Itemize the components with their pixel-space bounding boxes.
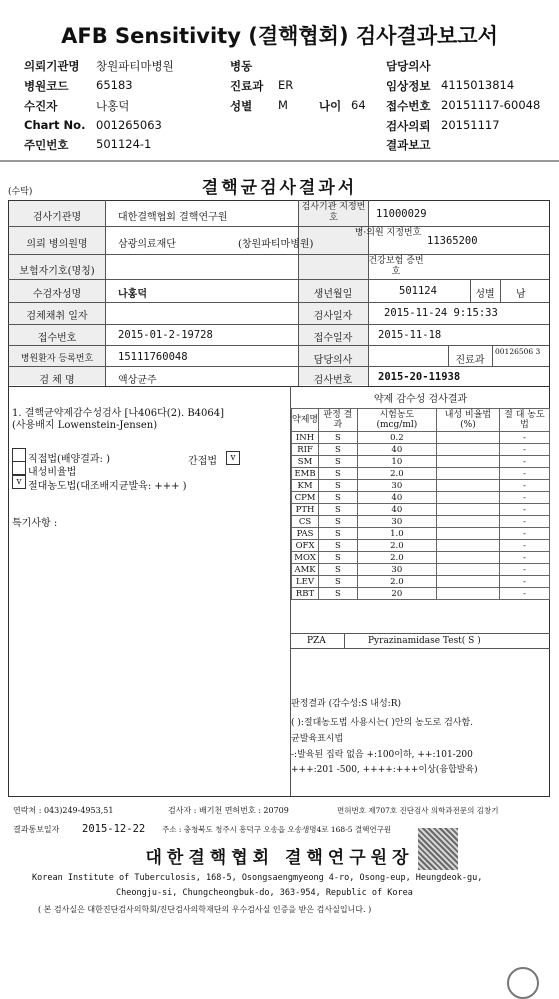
recv-date-value: 2015-11-18 xyxy=(378,329,442,341)
table-cell: PTH xyxy=(292,504,319,516)
table-cell: 40 xyxy=(357,504,436,516)
table-cell: S xyxy=(319,492,358,504)
table-cell: - xyxy=(499,516,549,528)
direct-checkbox xyxy=(12,448,26,462)
table-header-cell: 절 대 농도법 xyxy=(499,409,549,432)
direct-label: 직접법(배양결과: ) xyxy=(28,454,110,465)
table-cell: CPM xyxy=(292,492,319,504)
table-cell: RBT xyxy=(292,588,319,600)
result-sheet xyxy=(4,168,555,930)
table-cell xyxy=(437,516,500,528)
test-date-value: 2015-11-24 9:15:33 xyxy=(384,307,498,319)
table-cell: 2.0 xyxy=(357,552,436,564)
table-cell xyxy=(437,528,500,540)
age-value: 64 xyxy=(351,98,366,112)
doctor-label-sheet: 담당의사 xyxy=(313,355,353,366)
table-cell: - xyxy=(499,504,549,516)
age-label: 나이 xyxy=(319,99,342,113)
table-cell: - xyxy=(499,432,549,444)
legend-1: 판정결과 (감수성:S 내성:R) xyxy=(291,699,401,709)
test-date-label: 검사일자 xyxy=(313,311,353,322)
table-row xyxy=(292,540,550,552)
table-cell: S xyxy=(319,528,358,540)
patient-name-value: 나홍덕 xyxy=(118,289,147,300)
recv-no-label: 접수번호 xyxy=(37,333,77,344)
patient-label: 수진자 xyxy=(24,99,58,113)
table-header-cell: 시험농도 (mcg/ml) xyxy=(357,409,436,432)
table-cell: - xyxy=(499,492,549,504)
org-en-2: Cheongju-si, Chungcheongbuk-do, 363-954, Republic of Korea xyxy=(116,888,413,898)
test-line2: (사용배지 Lowenstein-Jensen) xyxy=(12,420,158,431)
notify-label: 결과통보일자 xyxy=(13,825,60,834)
table-cell: - xyxy=(499,588,549,600)
table-cell: S xyxy=(319,588,358,600)
org-name: 대한결핵협회 결핵연구원장 xyxy=(145,848,414,868)
table-cell: EMB xyxy=(292,468,319,480)
sex-value-sheet: 남 xyxy=(516,289,526,300)
table-row xyxy=(292,456,550,468)
birth-value: 501124 xyxy=(399,285,437,297)
reg-no-label: 병원환자 등록번호 xyxy=(20,354,94,364)
table-row xyxy=(292,432,550,444)
table-cell: S xyxy=(319,504,358,516)
table-row xyxy=(292,564,550,576)
hospital-label: 의뢰기관명 xyxy=(24,59,80,73)
specimen-label: 검 체 명 xyxy=(39,375,75,386)
certification: ( 본 검사실은 대한진단검사의학회/진단검사의학재단의 우수검사실 인증을 받은 검사실입니다. ) xyxy=(38,905,372,914)
table-cell: - xyxy=(499,456,549,468)
hospital-code-label: 병원코드 xyxy=(24,79,69,93)
indirect-checkbox: v xyxy=(226,451,240,465)
ward-label: 병동 xyxy=(230,59,253,73)
table-cell: S xyxy=(319,432,358,444)
absolute-checkbox: v xyxy=(12,475,26,489)
table-cell: 2.0 xyxy=(357,468,436,480)
table-cell: - xyxy=(499,528,549,540)
table-header-cell: 약제명 xyxy=(292,409,319,432)
chart-no-value: 001265063 xyxy=(96,118,162,132)
table-row xyxy=(292,444,550,456)
table-cell: 1.0 xyxy=(357,528,436,540)
table-row xyxy=(292,480,550,492)
table-cell: S xyxy=(319,444,358,456)
report-label: 결과보고 xyxy=(386,138,431,152)
table-cell: PAS xyxy=(292,528,319,540)
sensitivity-table xyxy=(291,408,550,600)
table-cell: MOX xyxy=(292,552,319,564)
contact: 연락처 : 043)249-4953,51 xyxy=(13,806,114,815)
reg-no-value: 15111760048 xyxy=(118,351,188,363)
license: 면허번호 제707호 진단검사 의학과전문의 김창기 xyxy=(337,806,499,815)
inst-value: 대한결핵협회 결핵연구원 xyxy=(118,212,228,223)
recv-no-value: 2015-01-2-19728 xyxy=(118,329,213,341)
table-cell: 10 xyxy=(357,456,436,468)
table-cell: SM xyxy=(292,456,319,468)
req-sub: (창원파티마병원) xyxy=(238,239,314,250)
table-row xyxy=(292,528,550,540)
test-no-label: 검사번호 xyxy=(313,375,353,386)
table-cell: - xyxy=(499,480,549,492)
insured-label: 보험자기호(명칭) xyxy=(19,266,95,277)
table-cell: S xyxy=(319,480,358,492)
table-row xyxy=(292,516,550,528)
table-cell: S xyxy=(319,540,358,552)
table-cell: - xyxy=(499,576,549,588)
specimen-value: 액상균주 xyxy=(118,375,157,386)
legend-2: ( ):절대농도법 사용시는( )안의 농도로 검사함. xyxy=(291,718,474,728)
notify-value: 2015-12-22 xyxy=(82,823,146,835)
table-cell xyxy=(437,564,500,576)
clinical-info-label: 임상정보 xyxy=(386,79,431,93)
receipt-no-value: 20151117-60048 xyxy=(441,98,541,112)
table-title: 약제 감수성 검사결과 xyxy=(373,394,468,405)
table-row xyxy=(292,576,550,588)
table-cell: S xyxy=(319,564,358,576)
dept-value-sheet: 00126506 3 xyxy=(495,347,541,356)
table-cell: 30 xyxy=(357,516,436,528)
indirect-label: 간접법 xyxy=(188,456,217,467)
clinical-info-value: 4115013814 xyxy=(441,78,515,92)
table-cell: AMK xyxy=(292,564,319,576)
table-cell: KM xyxy=(292,480,319,492)
table-cell: OFX xyxy=(292,540,319,552)
patient-name-label: 수검자성명 xyxy=(32,289,82,300)
table-cell: 40 xyxy=(357,492,436,504)
table-header-cell: 판정 결과 xyxy=(319,409,358,432)
table-cell: CS xyxy=(292,516,319,528)
table-cell xyxy=(437,504,500,516)
table-cell xyxy=(437,540,500,552)
inst-label: 검사기관명 xyxy=(32,212,82,223)
dept-value: ER xyxy=(278,78,294,92)
table-cell: LEV xyxy=(292,576,319,588)
req-value: 삼광의료재단 xyxy=(118,239,176,250)
request-label: 검사의뢰 xyxy=(386,119,431,133)
table-cell: 30 xyxy=(357,564,436,576)
address: 주소 : 충청북도 청주시 흥덕구 오송읍 오송생명4로 168-5 결핵연구원 xyxy=(162,825,392,834)
ratio-checkbox xyxy=(12,461,26,475)
table-row xyxy=(292,588,550,600)
org-en-1: Korean Institute of Tuberculosis, 168-5, Osongsaengmyeong 4-ro, Osong-eup, Heungdeok-gu, xyxy=(32,873,483,883)
collect-label: 검체채취 일자 xyxy=(26,311,88,322)
absolute-label: 절대농도법(대조배지균발육: +++ ) xyxy=(28,481,187,492)
dept-label: 진료과 xyxy=(230,79,264,93)
hospital-code-value: 65183 xyxy=(96,78,133,92)
table-cell: - xyxy=(499,468,549,480)
remarks-label: 특기사항 : xyxy=(12,518,58,529)
inst-code-label: 검사기관 지정번호 xyxy=(301,202,366,223)
pza-label: PZA xyxy=(307,636,326,646)
table-cell: RIF xyxy=(292,444,319,456)
sex-value: M xyxy=(278,98,288,112)
sheet-title: 결핵균검사결과서 xyxy=(201,178,358,198)
table-cell: 30 xyxy=(357,480,436,492)
sex-label-sheet: 성별 xyxy=(475,289,495,300)
table-cell xyxy=(437,576,500,588)
request-value: 20151117 xyxy=(441,118,500,132)
table-cell xyxy=(437,552,500,564)
header-separator xyxy=(0,160,559,162)
table-cell: 20 xyxy=(357,588,436,600)
sheet-corner: (수탁) xyxy=(8,187,33,197)
inst-code-value: 11000029 xyxy=(376,208,427,220)
table-cell: INH xyxy=(292,432,319,444)
table-cell: S xyxy=(319,468,358,480)
table-cell xyxy=(437,588,500,600)
examiner: 검사자 : 배기천 면허번호 : 20709 xyxy=(168,806,289,815)
table-cell: - xyxy=(499,444,549,456)
resident-no-label: 주민번호 xyxy=(24,138,69,152)
table-cell: - xyxy=(499,564,549,576)
table-cell: 2.0 xyxy=(357,540,436,552)
req-label: 의뢰 병의원명 xyxy=(26,239,88,250)
legend-4: -:발육된 집락 없음 +:100이하, ++:101-200 xyxy=(291,750,473,760)
dept-label-sheet: 진료과 xyxy=(455,355,485,366)
table-cell: S xyxy=(319,456,358,468)
table-cell xyxy=(437,456,500,468)
table-header-cell: 내성 비율법(%) xyxy=(437,409,500,432)
table-cell: 2.0 xyxy=(357,576,436,588)
legend-3: 균발육표시법 xyxy=(291,734,344,744)
table-row xyxy=(292,552,550,564)
table-cell: - xyxy=(499,552,549,564)
table-cell: S xyxy=(319,576,358,588)
receipt-no-label: 접수번호 xyxy=(386,99,431,113)
pza-value: Pyrazinamidase Test( S ) xyxy=(368,636,481,646)
doctor-label: 담당의사 xyxy=(386,59,431,73)
birth-label: 생년월일 xyxy=(313,289,353,300)
specialist-stamp xyxy=(507,967,539,999)
table-cell: 0.2 xyxy=(357,432,436,444)
table-cell: S xyxy=(319,516,358,528)
table-cell: - xyxy=(499,540,549,552)
legend-5: +++:201 -500, ++++:+++이상(융합발육) xyxy=(291,765,478,775)
test-line1: 1. 결핵균약제감수성검사 [나406다(2). B4064] xyxy=(12,408,225,419)
resident-no-value: 501124-1 xyxy=(96,137,152,151)
req-code-label: 병·의원 지정번호 xyxy=(354,228,422,238)
table-row xyxy=(292,492,550,504)
recv-date-label: 접수일자 xyxy=(313,333,353,344)
table-cell: S xyxy=(319,552,358,564)
patient-value: 나홍덕 xyxy=(96,99,130,113)
table-cell xyxy=(437,444,500,456)
table-row xyxy=(292,468,550,480)
health-no-label: 건강보험 증번호 xyxy=(368,256,424,277)
director-seal xyxy=(418,828,458,870)
table-cell xyxy=(437,492,500,504)
report-title: AFB Sensitivity (결핵협회) 검사결과보고서 xyxy=(61,24,498,48)
table-cell xyxy=(437,432,500,444)
sex-label: 성별 xyxy=(230,99,253,113)
hospital-value: 창원파티마병원 xyxy=(96,59,174,73)
table-cell: 40 xyxy=(357,444,436,456)
table-cell xyxy=(437,480,500,492)
table-cell xyxy=(437,468,500,480)
test-no-value: 2015-20-11938 xyxy=(378,371,461,383)
chart-no-label: Chart No. xyxy=(24,118,86,132)
req-code-value: 11365200 xyxy=(427,235,478,247)
ratio-label: 내성비율법 xyxy=(28,467,77,478)
table-row xyxy=(292,504,550,516)
